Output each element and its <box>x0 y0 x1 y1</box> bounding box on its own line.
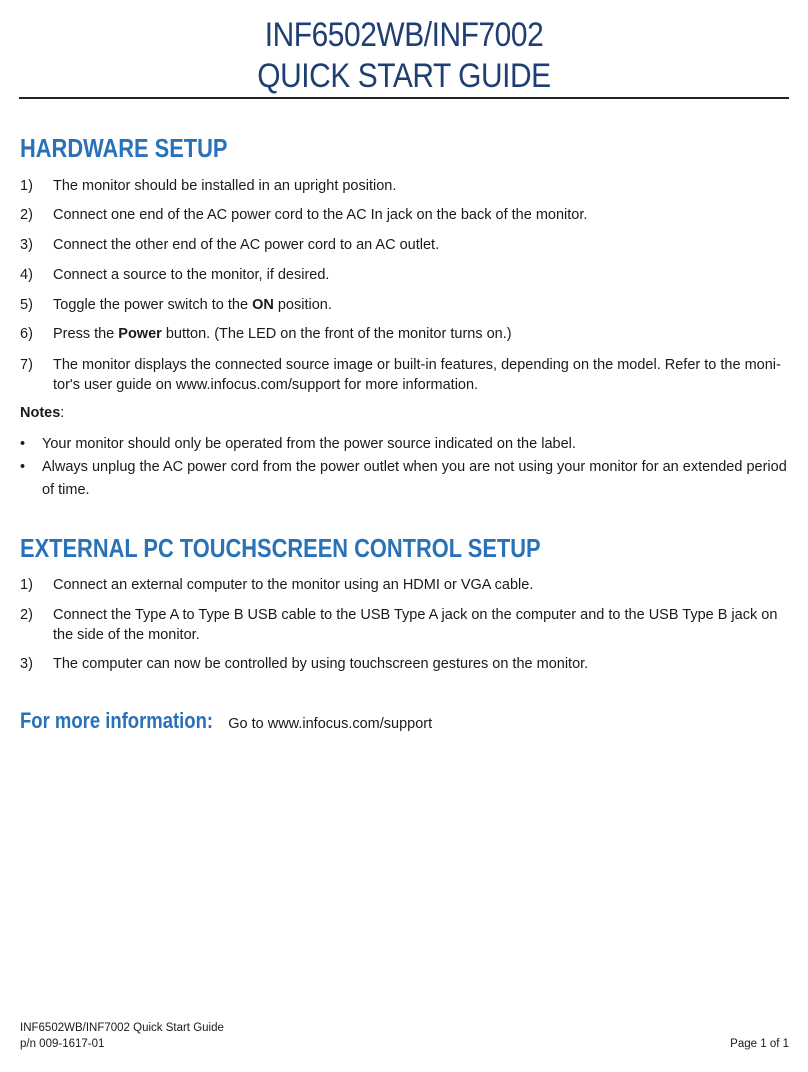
touchscreen-step-2 <box>20 605 788 645</box>
more-info-label: For more information: <box>20 708 214 733</box>
step-text: Connect the Type A to Type B USB cable to the USB Type A jack on the computer and to the USB Type B jack on the side of the monitor. <box>53 607 778 643</box>
step-text: The monitor should be installed in an upright position. <box>53 178 397 194</box>
hardware-step-5 <box>20 295 788 315</box>
step-text-after: position. <box>273 297 332 313</box>
hardware-step-4 <box>20 265 788 285</box>
step-text <box>53 324 788 344</box>
hardware-setup-heading: HARDWARE SETUP <box>20 133 228 163</box>
step-number: 2) <box>20 607 33 623</box>
header-rule <box>19 97 789 99</box>
note-item-1 <box>20 433 788 456</box>
notes-label <box>20 403 64 423</box>
step-text-before: The monitor displays the connected source image or built-in features, depending on the model. Refer to the moni-tor's user guide on <box>53 357 781 393</box>
step-number: 2) <box>20 207 33 223</box>
step-text: Connect one end of the AC power cord to the AC In jack on the back of the monitor. <box>53 207 588 223</box>
more-info-goto: Go to <box>228 716 268 732</box>
step-bold-power: Power <box>118 326 162 342</box>
step-number: 1) <box>20 178 33 194</box>
notes-colon: : <box>60 405 65 421</box>
step-number: 5) <box>20 297 33 313</box>
more-info-line <box>20 708 432 734</box>
hardware-step-2 <box>20 205 788 225</box>
hardware-step-3 <box>20 235 788 255</box>
step-number: 3) <box>20 237 33 253</box>
hardware-step-7 <box>20 355 788 395</box>
step-text: Connect the other end of the AC power cord to an AC outlet. <box>53 237 440 253</box>
note-text: Always unplug the AC power cord from the power outlet when you are not using your monitor for an extended period of time. <box>42 459 787 498</box>
step-text <box>53 295 788 315</box>
document-title-line1: INF6502WB/INF7002 <box>264 16 544 54</box>
step-number: 7) <box>20 357 33 373</box>
step-text-before: Press the <box>53 326 119 342</box>
footer-doc-title: INF6502WB/INF7002 Quick Start Guide <box>20 1022 224 1034</box>
note-item-2 <box>20 456 788 502</box>
more-info-text <box>228 716 432 732</box>
support-link[interactable]: www.infocus.com/support <box>175 377 341 393</box>
touchscreen-step-3 <box>20 654 788 674</box>
note-text: Your monitor should only be operated from the power source indicated on the label. <box>42 436 576 452</box>
hardware-step-6 <box>20 324 788 344</box>
step-number: 4) <box>20 267 33 283</box>
bullet-icon: • <box>20 459 26 475</box>
touchscreen-setup-heading: EXTERNAL PC TOUCHSCREEN CONTROL SETUP <box>20 533 541 563</box>
step-bold-on: ON <box>252 297 274 313</box>
document-title-line2: QUICK START GUIDE <box>257 57 551 95</box>
step-number: 6) <box>20 326 33 342</box>
more-info-link[interactable]: www.infocus.com/support <box>267 716 433 732</box>
hardware-step-1 <box>20 176 788 196</box>
step-text-before: Toggle the power switch to the <box>53 297 253 313</box>
step-text-after: button. (The LED on the front of the monitor turns on.) <box>161 326 512 342</box>
footer-page-number: Page 1 of 1 <box>730 1038 789 1050</box>
step-number: 3) <box>20 656 33 672</box>
step-text <box>53 355 788 395</box>
step-text: The computer can now be controlled by using touchscreen gestures on the monitor. <box>53 656 589 672</box>
step-text: Connect a source to the monitor, if desired. <box>53 267 330 283</box>
footer-part-number: p/n 009-1617-01 <box>20 1038 105 1050</box>
notes-label-text: Notes <box>20 405 61 421</box>
step-number: 1) <box>20 577 33 593</box>
step-text-after: for more information. <box>340 377 479 393</box>
bullet-icon: • <box>20 436 26 452</box>
touchscreen-step-1 <box>20 575 788 595</box>
step-text: Connect an external computer to the monitor using an HDMI or VGA cable. <box>53 577 534 593</box>
